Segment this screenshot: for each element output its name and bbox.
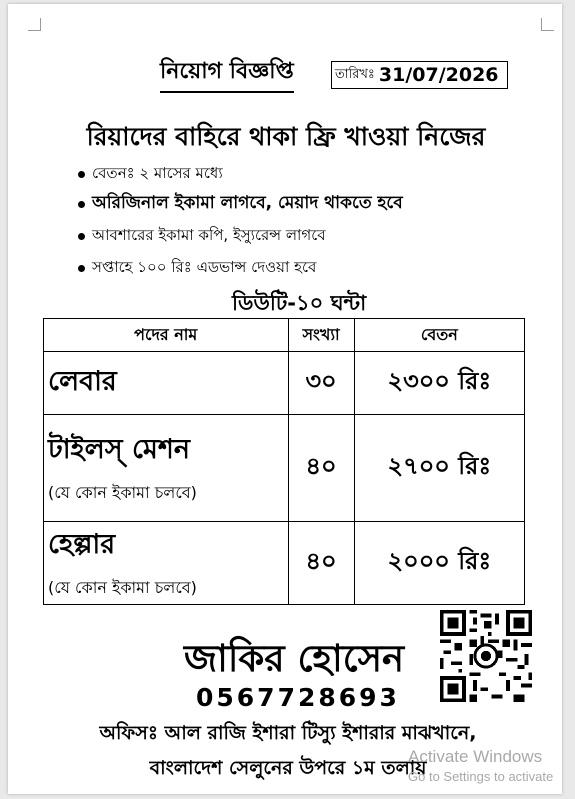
count-cell: ৪০	[288, 415, 354, 522]
bullet-icon	[78, 171, 85, 178]
list-item-text: অরিজিনাল ইকামা লাগবে, মেয়াদ থাকতে হবে	[92, 193, 403, 213]
date-value: 31/07/2026	[378, 64, 499, 86]
list-item	[78, 162, 223, 187]
list-item	[78, 256, 316, 281]
office-address-line1: অফিসঃ আল রাজি ইশারা টিস্যু ইশারার মাঝখানে,	[99, 722, 477, 744]
bullet-icon	[78, 265, 85, 272]
list-item-text: সপ্তাহে ১০০ রিঃ এডভান্স দেওয়া হবে	[92, 258, 317, 276]
role-note: (যে কোন ইকামা চলবে)	[48, 578, 197, 597]
activation-watermark	[408, 747, 553, 784]
list-item-text: বেতনঃ ২ মাসের মধ্যে	[92, 164, 223, 182]
table-header-row	[44, 319, 525, 352]
duty-hours: ডিউটি-১০ ঘন্টা	[232, 291, 367, 315]
contact-name: জাকির হোসেন	[184, 637, 405, 680]
bullet-icon	[78, 201, 85, 208]
office-address-line2: বাংলাদেশ সেলুনের উপরে ১ম তলায়	[149, 757, 427, 779]
salary-cell: ২০০০ রিঃ	[354, 522, 524, 605]
role-name: হেল্পার	[48, 529, 116, 560]
document-page	[8, 4, 562, 794]
margin-mark-top-right	[541, 18, 554, 31]
role-cell	[44, 415, 289, 522]
role-cell	[44, 522, 289, 605]
salary-cell: ২৭০০ রিঃ	[354, 415, 524, 522]
role-note: (যে কোন ইকামা চলবে)	[48, 483, 197, 502]
header-salary: বেতন	[354, 319, 524, 352]
count-cell: ৩০	[288, 352, 354, 415]
table-row	[44, 352, 525, 415]
count-cell: ৪০	[288, 522, 354, 605]
list-item-text: আবশারের ইকামা কপি, ইস্যুরেন্স লাগবে	[92, 226, 326, 244]
bullet-icon	[78, 233, 85, 240]
qr-code-icon	[440, 610, 532, 702]
salary-cell: ২৩০০ রিঃ	[354, 352, 524, 415]
headline: রিয়াদের বাহিরে থাকা ফ্রি খাওয়া নিজের	[86, 122, 486, 151]
notice-title: নিয়োগ বিজ্ঞপ্তি	[160, 59, 294, 93]
table-row	[44, 415, 525, 522]
watermark-title: Activate Windows	[408, 747, 543, 766]
role-cell	[44, 352, 289, 415]
header-count: সংখ্যা	[288, 319, 354, 352]
positions-table	[43, 318, 525, 605]
list-item	[78, 190, 403, 218]
contact-phone: 0567728693	[196, 683, 400, 712]
date-label: তারিখঃ	[335, 66, 375, 82]
role-name: লেবার	[48, 365, 117, 397]
date-box	[331, 61, 508, 89]
role-name: টাইলস্ মেশন	[48, 434, 190, 465]
watermark-subtitle: Go to Settings to activate	[408, 769, 554, 784]
header-position: পদের নাম	[44, 319, 289, 352]
table-row	[44, 522, 525, 605]
margin-mark-top-left	[28, 18, 41, 31]
list-item	[78, 224, 326, 249]
